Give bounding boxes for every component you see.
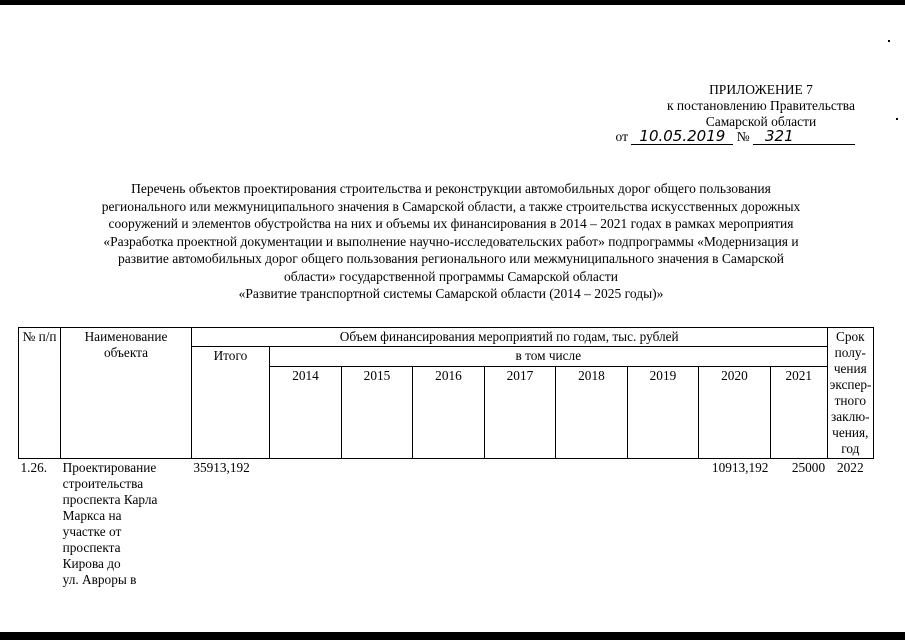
title-line: Перечень объектов проектирования строительства и реконструкции автомобильных дорог общего пользования xyxy=(131,181,771,196)
header-year: 2021 xyxy=(770,367,827,459)
appendix-region: Самарской области xyxy=(705,114,817,129)
row-2017 xyxy=(484,459,555,590)
row-2015 xyxy=(341,459,412,590)
title-line: «Развитие транспортной системы Самарской области (2014 – 2025 годы)» xyxy=(238,286,664,301)
decree-date: 10.05.2019 xyxy=(631,128,733,145)
decree-number: 321 xyxy=(753,128,855,145)
row-2016 xyxy=(412,459,484,590)
funding-table xyxy=(18,327,874,589)
number-prefix: № xyxy=(736,129,750,144)
header-year: 2015 xyxy=(341,367,412,459)
from-prefix: от xyxy=(615,129,628,144)
document-title xyxy=(40,180,862,303)
header-year: 2016 xyxy=(412,367,484,459)
table-row xyxy=(19,459,874,590)
appendix-title: ПРИЛОЖЕНИЕ 7 xyxy=(709,82,813,97)
title-line: «Разработка проектной документации и выполнение научно-исследовательских работ» подпрограммы «Модернизация и xyxy=(103,233,799,249)
header-year: 2018 xyxy=(555,367,627,459)
row-2014 xyxy=(269,459,341,590)
row-2021: 25000 xyxy=(791,460,826,475)
row-num: 1.26. xyxy=(20,460,48,475)
appendix-header xyxy=(667,82,855,130)
row-total: 35913,192 xyxy=(193,460,250,475)
row-deadline: 2022 xyxy=(837,460,864,475)
scan-speck xyxy=(896,118,898,120)
row-name: Проектирование строительства проспекта Карла Маркса на участке от проспекта Кирова до ул. Авроры в xyxy=(62,460,158,587)
bottom-scan-edge xyxy=(0,632,905,640)
header-funding: Объем финансирования мероприятий по годам, тыс. рублей xyxy=(191,328,827,347)
title-line: регионального или межмуниципального значения в Самарской области, а также строительства искусственных дорожных xyxy=(101,198,801,214)
title-line: развитие автомобильных дорог общего пользования регионального или межмуниципального значения в Самарской xyxy=(118,251,784,266)
header-year: 2020 xyxy=(698,367,770,459)
row-2019 xyxy=(627,459,698,590)
header-year: 2017 xyxy=(484,367,555,459)
header-year: 2019 xyxy=(627,367,698,459)
header-year: 2014 xyxy=(269,367,341,459)
top-scan-edge xyxy=(0,0,905,5)
title-line: сооружений и элементов обустройства на них и объемы их финансирования в 2014 – 2021 годах в рамках мероприятия xyxy=(108,216,794,231)
header-deadline: Срок полу- чения экспер- тного заклю- чения, год xyxy=(827,328,873,459)
header-name: Наименование объекта xyxy=(61,328,192,459)
header-including: в том числе xyxy=(269,347,827,367)
scan-speck xyxy=(888,40,890,42)
header-total: Итого xyxy=(191,347,269,459)
decree-date-line xyxy=(616,128,856,145)
row-2018 xyxy=(555,459,627,590)
title-line: области» государственной программы Самарской области xyxy=(284,268,618,284)
row-2020: 10913,192 xyxy=(711,460,769,475)
appendix-reference: к постановлению Правительства xyxy=(666,98,855,113)
header-num: № п/п xyxy=(19,328,61,459)
